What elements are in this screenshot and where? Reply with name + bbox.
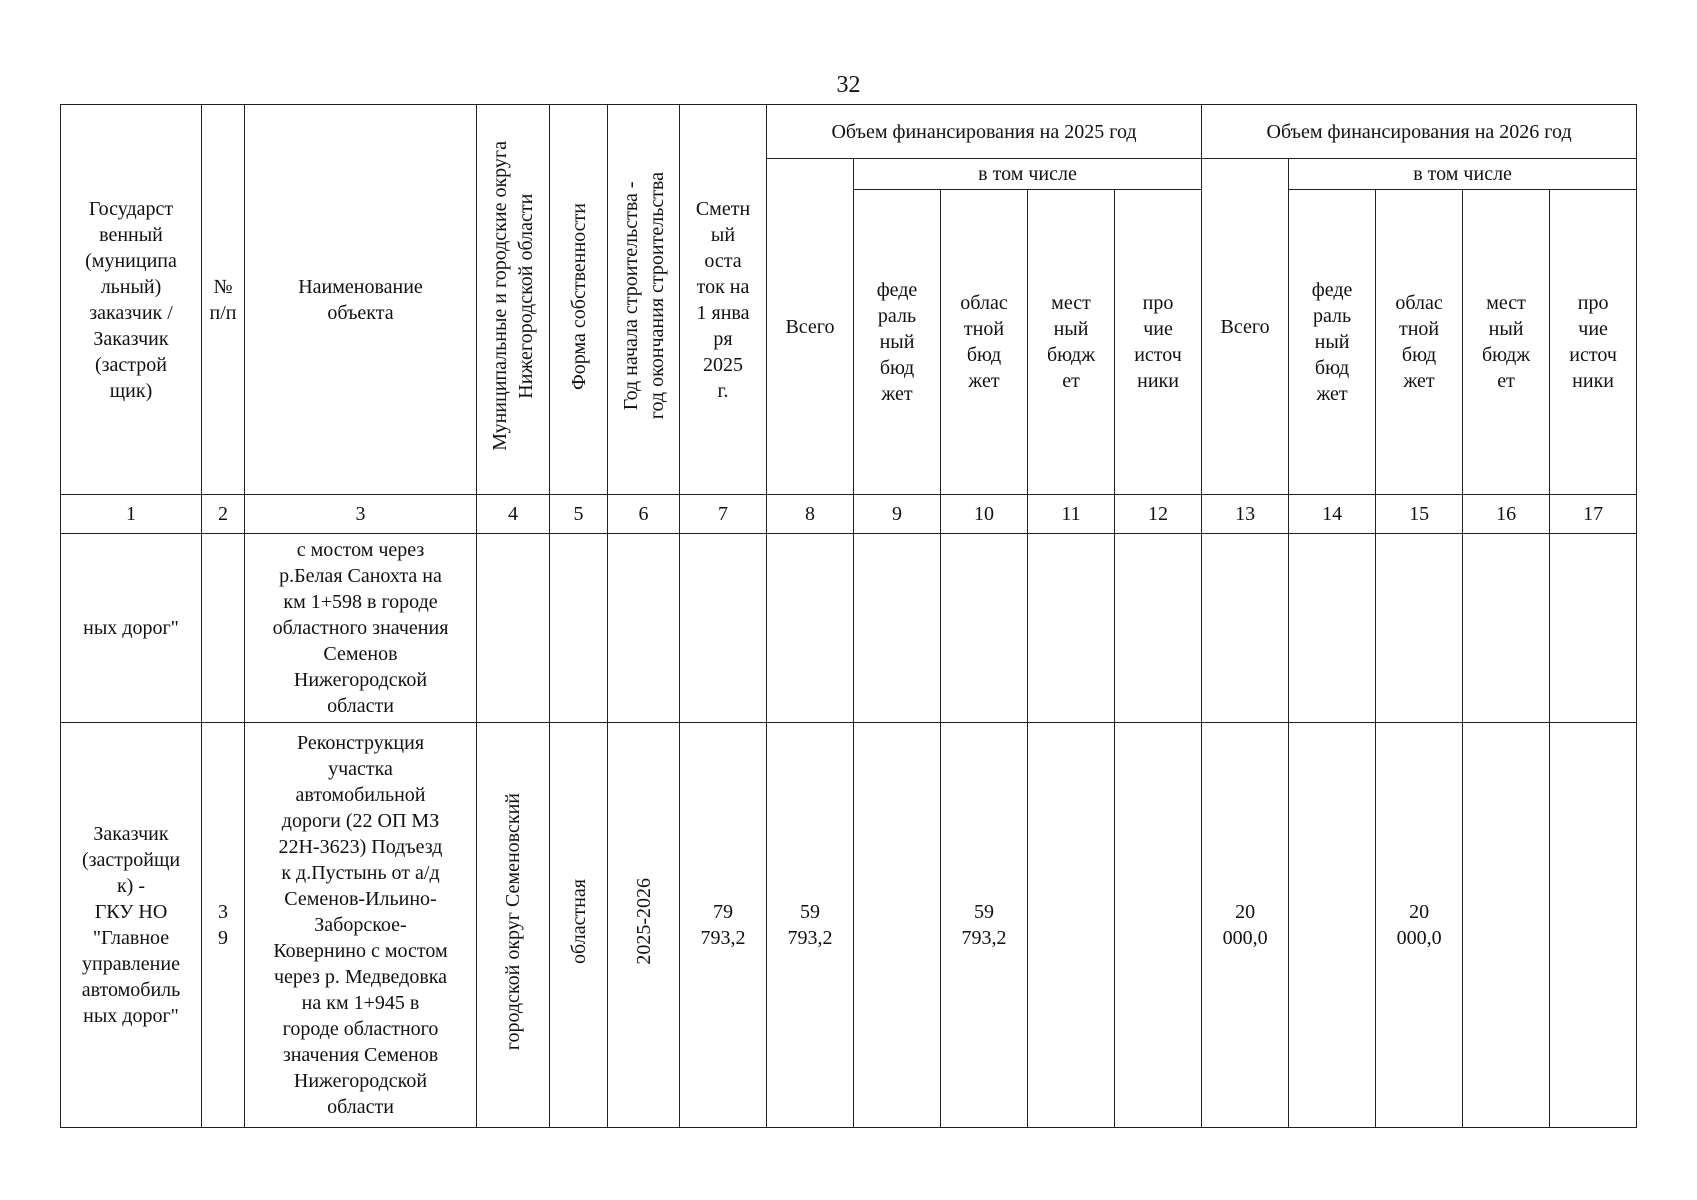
header-estimate: Сметн ый оста ток на 1 янва ря 2025 г.: [680, 105, 767, 495]
header-local-2025: мест ный бюдж ет: [1028, 190, 1115, 495]
header-total-2026: Всего: [1202, 159, 1289, 495]
column-number: 5: [550, 495, 608, 534]
cell-other-2026: [1550, 534, 1637, 723]
header-number: № п/п: [202, 105, 245, 495]
table-row: [61, 534, 1637, 723]
column-number: 1: [61, 495, 202, 534]
column-number: 3: [245, 495, 477, 534]
cell-customer: ных дорог": [61, 534, 202, 723]
cell-customer: Заказчик (застройщи к) - ГКУ НО "Главное управление автомобиль ных дорог": [61, 723, 202, 1128]
header-federal-2026: феде раль ный бюд жет: [1289, 190, 1376, 495]
cell-total-2025: 59 793,2: [767, 723, 854, 1128]
table-row: [61, 723, 1637, 1128]
cell-regional-2025: [941, 534, 1028, 723]
cell-other-2025: [1115, 534, 1202, 723]
column-number: 12: [1115, 495, 1202, 534]
cell-federal-2025: [854, 723, 941, 1128]
cell-regional-2026: [1376, 534, 1463, 723]
header-years: [608, 105, 680, 495]
cell-local-2025: [1028, 723, 1115, 1128]
cell-number: [202, 534, 245, 723]
page-number: 32: [836, 72, 861, 98]
header-regional-2025: облас тной бюд жет: [941, 190, 1028, 495]
cell-local-2026: [1463, 723, 1550, 1128]
column-number: 9: [854, 495, 941, 534]
header-other-2025: про чие источ ники: [1115, 190, 1202, 495]
cell-municipal-text: городской округ Семеновский: [502, 792, 524, 1051]
cell-total-2026: 20 000,0: [1202, 723, 1289, 1128]
cell-estimate: [680, 534, 767, 723]
header-years-text: Год начала строительства - год окончания строительства: [619, 172, 668, 420]
column-number: 15: [1376, 495, 1463, 534]
cell-ownership: [550, 534, 608, 723]
cell-municipal: [477, 723, 550, 1128]
header-municipal: [477, 105, 550, 495]
cell-object-name: с мостом через р.Белая Санохта на км 1+598 в городе областного значения Семенов Нижегородской области: [245, 534, 477, 723]
column-number: 7: [680, 495, 767, 534]
header-ownership: [550, 105, 608, 495]
header-municipal-text: Муниципальные и городские округа Нижегородской области: [489, 141, 537, 451]
financing-table: [60, 104, 1637, 1128]
cell-other-2025: [1115, 723, 1202, 1128]
column-number: 4: [477, 495, 550, 534]
cell-number: 3 9: [202, 723, 245, 1128]
cell-years: [608, 534, 680, 723]
header-ownership-text: Форма собственности: [567, 202, 590, 390]
header-financing-2026: Объем финансирования на 2026 год: [1202, 105, 1637, 159]
header-including-2026: в том числе: [1289, 159, 1637, 190]
cell-regional-2026: 20 000,0: [1376, 723, 1463, 1128]
cell-ownership: [550, 723, 608, 1128]
header-local-2026: мест ный бюдж ет: [1463, 190, 1550, 495]
cell-regional-2025: 59 793,2: [941, 723, 1028, 1128]
cell-local-2025: [1028, 534, 1115, 723]
column-number: 16: [1463, 495, 1550, 534]
header-customer: Государст венный (муниципа льный) заказчик / Заказчик (застрой щик): [61, 105, 202, 495]
column-number: 13: [1202, 495, 1289, 534]
cell-municipal: [477, 534, 550, 723]
cell-years: [608, 723, 680, 1128]
cell-local-2026: [1463, 534, 1550, 723]
cell-federal-2026: [1289, 723, 1376, 1128]
header-object-name: Наименование объекта: [245, 105, 477, 495]
cell-federal-2025: [854, 534, 941, 723]
header-federal-2025: феде раль ный бюд жет: [854, 190, 941, 495]
cell-estimate: 79 793,2: [680, 723, 767, 1128]
column-number: 2: [202, 495, 245, 534]
column-numbers-row: [61, 495, 1637, 534]
header-including-2025: в том числе: [854, 159, 1202, 190]
cell-federal-2026: [1289, 534, 1376, 723]
cell-total-2025: [767, 534, 854, 723]
cell-other-2026: [1550, 723, 1637, 1128]
header-other-2026: про чие источ ники: [1550, 190, 1637, 495]
header-total-2025: Всего: [767, 159, 854, 495]
column-number: 6: [608, 495, 680, 534]
cell-ownership-text: областная: [567, 879, 590, 964]
cell-years-text: 2025-2026: [632, 878, 655, 965]
column-number: 10: [941, 495, 1028, 534]
header-financing-2025: Объем финансирования на 2025 год: [767, 105, 1202, 159]
header-regional-2026: облас тной бюд жет: [1376, 190, 1463, 495]
column-number: 14: [1289, 495, 1376, 534]
cell-total-2026: [1202, 534, 1289, 723]
column-number: 11: [1028, 495, 1115, 534]
cell-object-name: Реконструкция участка автомобильной дороги (22 ОП МЗ 22Н-3623) Подъезд к д.Пустынь от а/д Семенов-Ильино- Заборское- Ковернино с мостом через р. Медведовка на км 1+945 в городе областного значения Семенов Нижегородской области: [245, 723, 477, 1128]
column-number: 8: [767, 495, 854, 534]
column-number: 17: [1550, 495, 1637, 534]
